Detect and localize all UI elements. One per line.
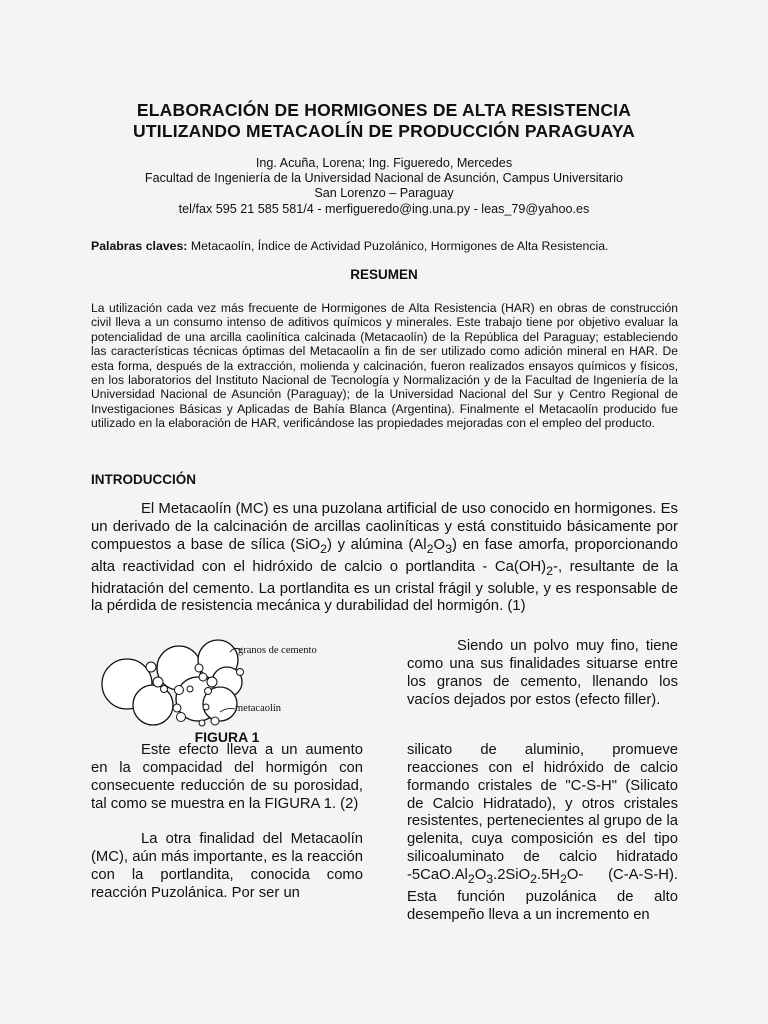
intro-sub-3: 3	[445, 541, 452, 556]
intro-sub-4: 2	[546, 563, 554, 578]
right-text-1: silicato de aluminio, promueve reacciones con el hidróxido de calcio formando cristales de "C-S-H" (Silicato de Calcio Hidratado), y otros cristales resistentes, pertenecientes al grupo de la gelenita, cuya composición es del tipo silicoaluminato de calcio hidratado -5CaO.Al	[407, 742, 678, 883]
right-sub-4: 2	[560, 871, 567, 886]
right-text-4: .5H	[536, 866, 560, 883]
author-names: Ing. Acuña, Lorena; Ing. Figueredo, Mercedes	[255, 156, 513, 170]
keywords	[91, 239, 679, 254]
metakaolin-particle	[173, 704, 181, 712]
metakaolin-particle	[207, 677, 217, 687]
metakaolin-particle	[195, 664, 203, 672]
left-column	[91, 742, 363, 903]
right-column-top	[407, 638, 678, 709]
right-column-bottom	[407, 742, 678, 924]
author-location: San Lorenzo – Paraguay	[314, 186, 454, 201]
metakaolin-particle	[146, 662, 156, 672]
label-cement-grains: granos de cemento	[238, 645, 317, 656]
left-column-paragraph-2: La otra finalidad del Metacaolín (MC), aún más importante, es la reacción con la portlandita, conocida como reacción Puzolánica. Por ser un	[91, 831, 363, 901]
intro-text-4: ) en fase amorfa, proporcionando alta reactividad con el hidróxido de calcio o portlandita - Ca(OH)	[91, 536, 678, 575]
metakaolin-particle	[161, 686, 168, 693]
keywords-label: Palabras claves:	[91, 239, 188, 253]
intro-sub-1: 2	[320, 541, 328, 556]
paper-title	[90, 100, 678, 142]
abstract-heading: RESUMEN	[350, 267, 418, 282]
metakaolin-particle	[177, 713, 186, 722]
intro-text-3: O	[433, 536, 446, 553]
right-sub-3: 2	[530, 871, 537, 886]
right-text-3: .2SiO	[493, 866, 531, 883]
metakaolin-particle	[205, 688, 212, 695]
author-block	[90, 156, 678, 217]
metakaolin-particle	[199, 720, 205, 726]
introduction-heading: INTRODUCCIÓN	[91, 472, 196, 487]
metakaolin-particle	[187, 686, 193, 692]
figure-1-caption: FIGURA 1	[194, 729, 260, 745]
author-contact: tel/fax 595 21 585 581/4 - merfigueredo@ing.una.py - leas_79@yahoo.es	[178, 201, 590, 216]
figure-1-diagram	[95, 637, 365, 737]
metakaolin-particle	[203, 704, 209, 710]
left-column-paragraph-1: Este efecto lleva a un aumento en la compacidad del hormigón con consecuente reducción de su porosidad, tal como se muestra en la FIGURA 1. (2)	[91, 742, 363, 812]
metakaolin-particle	[237, 669, 244, 676]
label-metakaolin: metacaolín	[235, 703, 282, 714]
introduction-paragraph	[91, 501, 678, 616]
metakaolin-particle	[175, 686, 184, 695]
title-line-2: UTILIZANDO METACAOLÍN DE PRODUCCIÓN PARAGUAYA	[133, 121, 635, 141]
right-sub-1: 2	[467, 871, 475, 886]
intro-sub-2: 2	[426, 541, 434, 556]
abstract-text: La utilización cada vez más frecuente de Hormigones de Alta Resistencia (HAR) en obras de construcción civil lleva a un consumo intenso de aditivos químicos y minerales. Este trabajo tiene por objetivo evaluar la potencialidad de una arcilla caolinítica calcinada (Metacaolín) de la República del Paraguay; estableciendo las características técnicas óptimas del Metacaolín a fin de ser utilizado como adición mineral en HAR. De esta forma, después de la extracción, molienda y calcinación, fueron realizados ensayos químicos y físicos, en los laboratorios del Instituto Nacional de Tecnología y Normalización y de la Facultad de Ingeniería de la Universidad Nacional de Asunción (Paraguay); de la Universidad Nacional del Sur y Centro Regional de Investigaciones Básicas y Aplicadas de Bahía Blanca (Argentina). Finalmente el Metacaolín producido fue utilizado en la elaboración de HAR, verificándose las propiedades mejoradas con el empleo del producto.	[91, 301, 678, 431]
right-sub-2: 3	[486, 871, 494, 886]
title-line-1: ELABORACIÓN DE HORMIGONES DE ALTA RESISTENCIA	[136, 100, 632, 120]
right-column-paragraph-1: Siendo un polvo muy fino, tiene como una sus finalidades situarse entre los granos de cemento, llenando los vacíos dejados por estos (efecto filler).	[407, 638, 678, 708]
right-text-5: O- (C-A-S-H). Esta función puzolánica de alto desempeño lleva a un incremento en	[407, 866, 678, 923]
keywords-text: Metacaolín, Índice de Actividad Puzolánico, Hormigones de Alta Resistencia.	[187, 239, 609, 253]
author-affiliation: Facultad de Ingeniería de la Universidad Nacional de Asunción, Campus Universitario	[144, 171, 624, 186]
metakaolin-particle	[153, 677, 163, 687]
intro-text-1: El Metacaolín (MC) es una puzolana artificial de uso conocido en hormigones. Es un derivado de la calcinación de arcillas caoliníticas y está constituido básicamente por compuestos a base de sílica (SiO	[91, 501, 678, 553]
cement-grains	[102, 640, 242, 725]
metakaolin-particle	[211, 717, 219, 725]
right-column-paragraph-2	[407, 742, 678, 924]
intro-text-2: ) y alúmina (Al	[327, 536, 427, 553]
intro-text-5: -, resultante de la hidratación del cemento. La portlandita es un cristal frágil y soluble, y es responsable de la pérdida de resistencia mecánica y durabilidad del hormigón. (1)	[91, 558, 678, 615]
metakaolin-particle	[199, 673, 207, 681]
right-text-2: O	[474, 866, 487, 883]
